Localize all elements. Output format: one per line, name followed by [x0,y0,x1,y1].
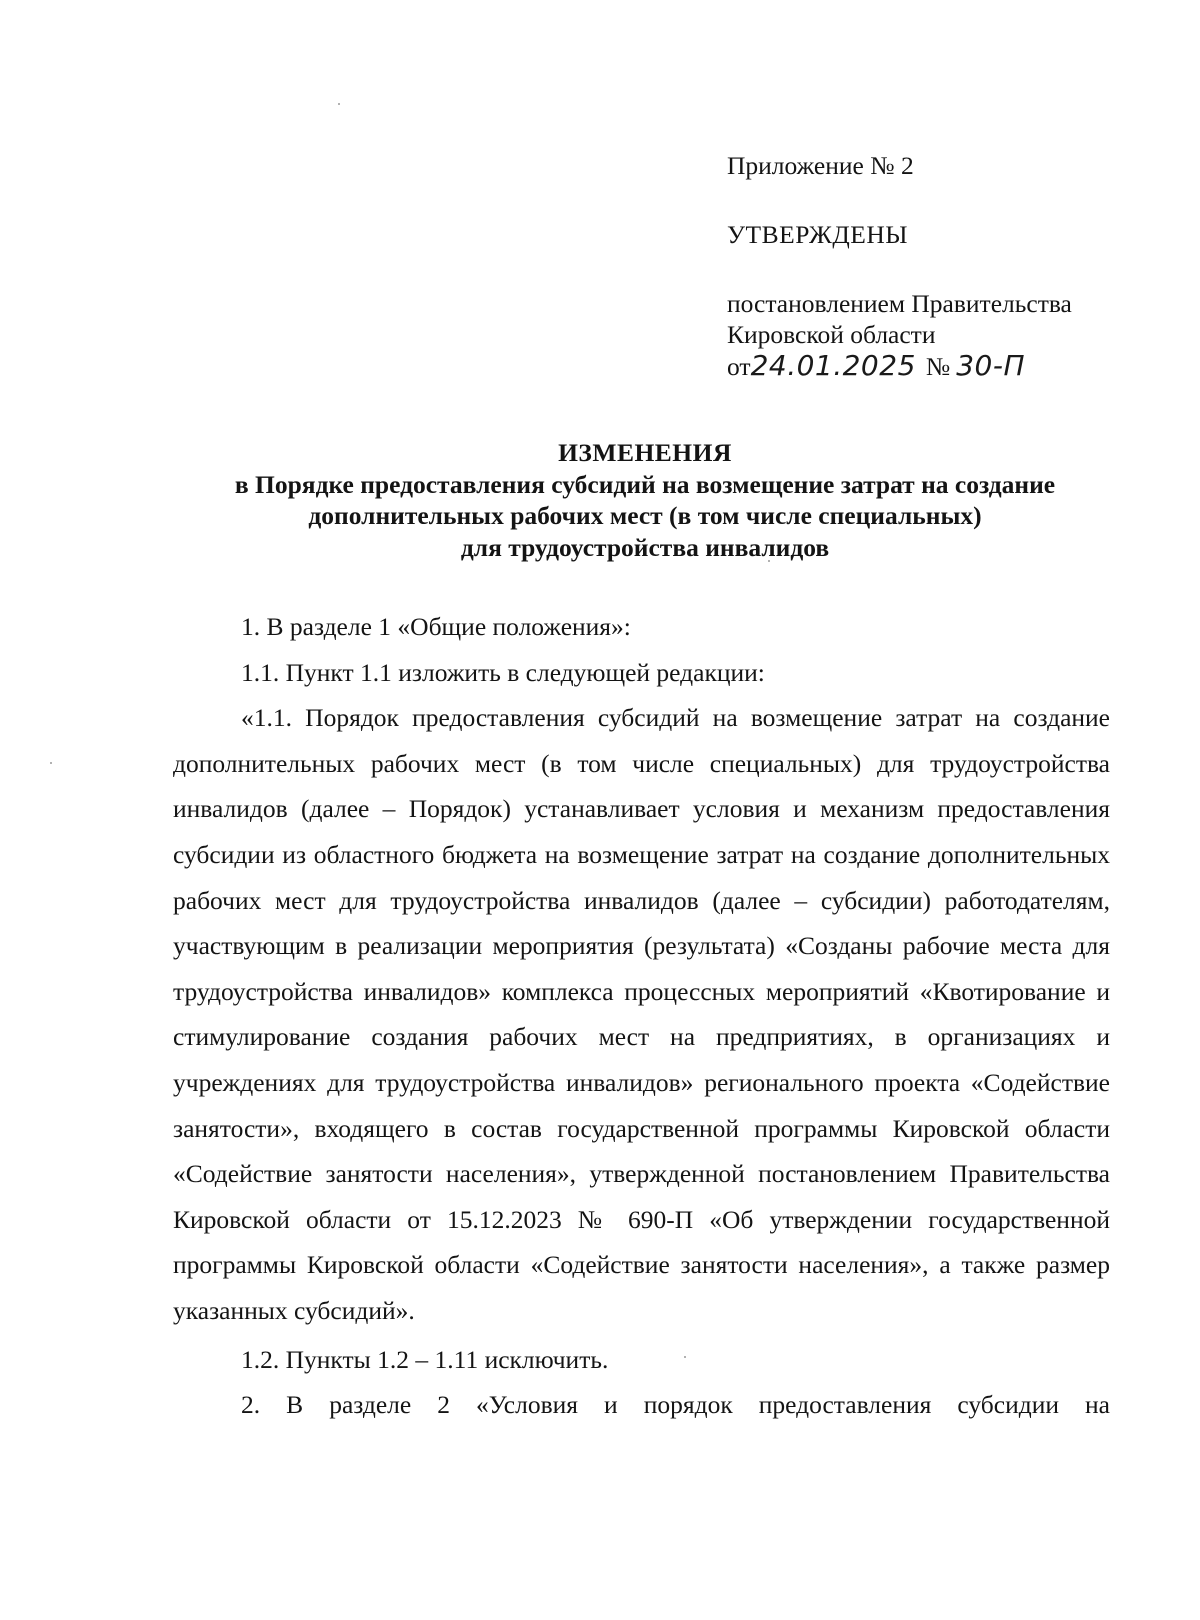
scan-speck [338,103,340,105]
title-line-1: в Порядке предоставления субсидий на возмещение затрат на создание [234,469,1056,499]
decree-line-1: постановлением Правительства [727,289,1072,318]
title-line-2: дополнительных рабочих мест (в том числе специальных) [308,501,982,530]
document-body [173,604,1110,1428]
paragraph-item-1-1: 1.1. Пункт 1.1 изложить в следующей редакции: [241,657,765,687]
handwritten-number: 30-П [956,349,1026,382]
title-line-3: для трудоустройства инвалидов [460,532,830,562]
approval-block [727,150,1147,382]
approved-label: УТВЕРЖДЕНЫ [727,220,908,249]
paragraph-section-1: 1. В разделе 1 «Общие положения»: [241,612,631,641]
paragraph-item-1-1-text: «1.1. Порядок предоставления субсидий на возмещение затрат на создание дополнительных рабочих мест (в том числе специальных) для трудоустройства инвалидов (далее – Порядок) устанавливает условия и механизм предоставления субсидии из областного бюджета на возмещение затрат на создание дополнительных рабочих мест для трудоустройства инвалидов (далее – субсидии) работодателям, участвующим в реализации мероприятия (результата) «Созданы рабочие места для трудоустройства инвалидов» комплекса процессных мероприятий «Квотирование и стимулирование создания рабочих мест на предприятиях, в организациях и учреждениях для трудоустройства инвалидов» регионального проекта «Содействие занятости», входящего в состав государственной программы Кировской области «Содействие занятости населения», утвержденной постановлением Правительства Кировской области от 15.12.2023 № 690-П «Об утверждении государственной программы Кировской области «Содействие занятости населения», а также размер указанных субсидий». [173,703,1110,1325]
title-main: ИЗМЕНЕНИЯ [558,438,732,467]
decree-date-line [727,350,1147,382]
appendix-label: Приложение № 2 [727,151,914,180]
paragraph-item-1-2: 1.2. Пункты 1.2 – 1.11 исключить. [241,1344,609,1374]
paragraph-section-2: 2. В разделе 2 «Условия и порядок предоставления субсидии на [241,1390,1110,1420]
document-title [160,437,1130,563]
scan-speck [50,762,52,764]
number-prefix: № [925,352,951,381]
decree-line-2: Кировской области [727,320,936,349]
date-prefix: от [727,352,751,381]
handwritten-date: 24.01.2025 [750,349,916,382]
